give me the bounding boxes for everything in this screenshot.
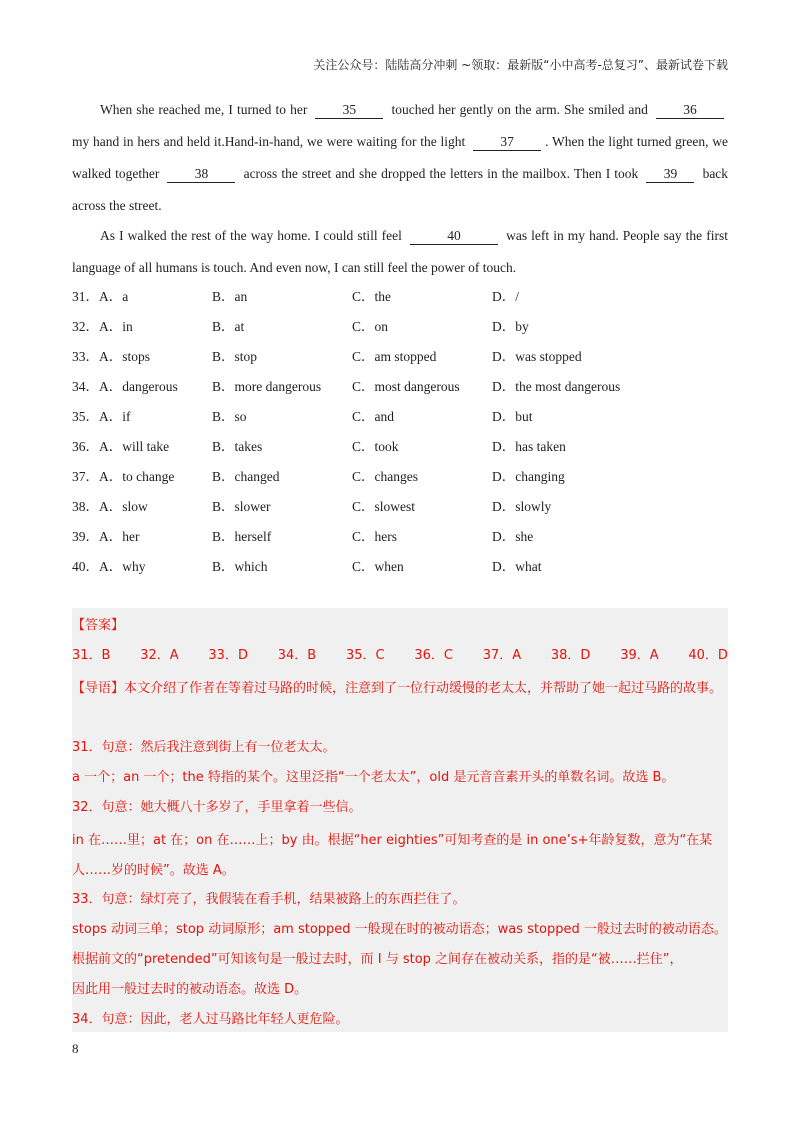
option-a: 39．A．her (72, 529, 140, 544)
option-a: 33．A．stops (72, 349, 151, 364)
option-a: 32．A．in (72, 319, 133, 334)
answer-key: 32．A (140, 648, 179, 663)
option-c: C．am stopped (352, 349, 437, 364)
q33-meaning: 33．句意：绿灯亮了，我假装在看手机，结果被路上的东西拦住了。 (72, 892, 466, 907)
option-b: B．more dangerous (212, 379, 322, 394)
option-d: D．what (492, 559, 542, 574)
answer-key: 36．C (414, 648, 453, 663)
option-c: C．when (352, 559, 404, 574)
answer-key: 31．B (72, 648, 111, 663)
option-c: C．and (352, 409, 394, 424)
answer-key: 39．A (620, 648, 659, 663)
option-c: C．took (352, 439, 399, 454)
answer-key: 37．A (482, 648, 522, 663)
option-b: B．stop (212, 349, 258, 364)
blank-35: 35 (315, 102, 383, 119)
option-row-37 (72, 460, 728, 490)
option-d: D．/ (492, 289, 519, 304)
option-b: B．so (212, 409, 247, 424)
answer-keys (72, 644, 728, 663)
q34-meaning: 34．句意：因此，老人过马路比年轻人更危险。 (72, 1012, 349, 1027)
answer-key: 33．D (208, 648, 248, 663)
passage-text: . When the light turned green, we walked together (72, 134, 729, 181)
answer-key: 34．B (277, 648, 317, 663)
option-d: D．slowly (492, 499, 552, 514)
answer-key: 40．D (688, 648, 728, 663)
option-c: C．on (352, 319, 389, 334)
answer-title: 【答案】 (72, 618, 125, 633)
answer-key: 35．C (345, 648, 385, 663)
option-b: B．takes (212, 439, 263, 454)
option-row-32 (72, 310, 728, 340)
option-c: C．hers (352, 529, 397, 544)
option-row-34 (72, 370, 728, 400)
answer-key: 38．D (550, 648, 591, 663)
option-row-38 (72, 490, 728, 520)
option-b: B．slower (212, 499, 271, 514)
q33-explain-1: stops 动词三单；stop 动词原形；am stopped 一般现在时的被动语态；was stopped 一般过去时的被动语态。 (72, 922, 727, 937)
answer-intro: 【导语】本文介绍了作者在等着过马路的时候，注意到了一位行动缓慢的老太太，并帮助了她一起过马路的故事。 (72, 681, 723, 696)
passage-text: back across the street. (72, 166, 729, 213)
option-a: 35．A．if (72, 409, 131, 424)
blank-40: 40 (410, 228, 498, 245)
option-b: B．changed (212, 469, 280, 484)
passage-text: was left in my hand. People say the first language of all humans is touch. And even now, I can still feel the power of touch. (72, 228, 728, 275)
passage (72, 94, 728, 284)
option-b: B．which (212, 559, 268, 574)
blank-36: 36 (656, 102, 724, 119)
option-row-36 (72, 430, 728, 460)
option-a: 37．A．to change (72, 469, 175, 484)
passage-text: across the street and she dropped the letters in the mailbox. Then I took (243, 166, 639, 181)
blank-38: 38 (167, 166, 235, 183)
passage-text: my hand in hers and held it.Hand-in-hand, we were waiting for the light (72, 134, 466, 149)
option-b: B．an (212, 289, 248, 304)
option-b: B．herself (212, 529, 272, 544)
options-list (72, 280, 728, 580)
option-d: D．changing (492, 469, 565, 484)
option-d: D．by (492, 319, 529, 334)
q32-meaning: 32．句意：她大概八十多岁了，手里拿着一些信。 (72, 800, 362, 815)
option-row-40 (72, 550, 728, 580)
option-c: C．the (352, 289, 391, 304)
q33-explain-2: 根据前文的“pretended”可知该句是一般过去时，而 I 与 stop 之间存在被动关系，指的是“被……拦住”， (72, 952, 683, 967)
q32-explain: in 在……里；at 在；on 在……上；by 由。根据“her eighties”可知考查的是 in one’s+年龄复数，意为“在某人……岁的时候”。故选 A。 (72, 833, 713, 878)
blank-37: 37 (473, 134, 541, 151)
option-row-33 (72, 340, 728, 370)
option-d: D．but (492, 409, 533, 424)
page-header: 关注公众号：陆陆高分冲刺 ~领取：最新版“小中高考-总复习”、最新试卷下载 (313, 58, 728, 72)
q31-meaning: 31．句意：然后我注意到街上有一位老太太。 (72, 740, 336, 755)
q33-explain-3: 因此用一般过去时的被动语态。故选 D。 (72, 982, 308, 997)
option-d: D．has taken (492, 439, 566, 454)
option-d: D．she (492, 529, 534, 544)
option-b: B．at (212, 319, 245, 334)
page-number: 8 (72, 1041, 79, 1056)
option-a: 31．A．a (72, 289, 129, 304)
option-c: C．most dangerous (352, 379, 460, 394)
option-d: D．was stopped (492, 349, 582, 364)
option-c: C．slowest (352, 499, 416, 514)
option-row-35 (72, 400, 728, 430)
option-a: 36．A．will take (72, 439, 170, 454)
passage-text: As I walked the rest of the way home. I could still feel (100, 228, 402, 243)
option-a: 38．A．slow (72, 499, 148, 514)
option-row-31 (72, 280, 728, 310)
passage-text: touched her gently on the arm. She smiled and (391, 102, 648, 117)
passage-paragraph-2 (72, 220, 728, 284)
q31-explain: a 一个；an 一个；the 特指的某个。这里泛指“一个老太太”，old 是元音音素开头的单数名词。故选 B。 (72, 770, 675, 785)
option-c: C．changes (352, 469, 418, 484)
blank-39: 39 (646, 166, 694, 183)
passage-paragraph-1 (72, 94, 728, 222)
passage-text: When she reached me, I turned to her (100, 102, 308, 117)
option-a: 40．A．why (72, 559, 146, 574)
option-d: D．the most dangerous (492, 379, 621, 394)
option-a: 34．A．dangerous (72, 379, 178, 394)
option-row-39 (72, 520, 728, 550)
answer-section (72, 608, 728, 1032)
